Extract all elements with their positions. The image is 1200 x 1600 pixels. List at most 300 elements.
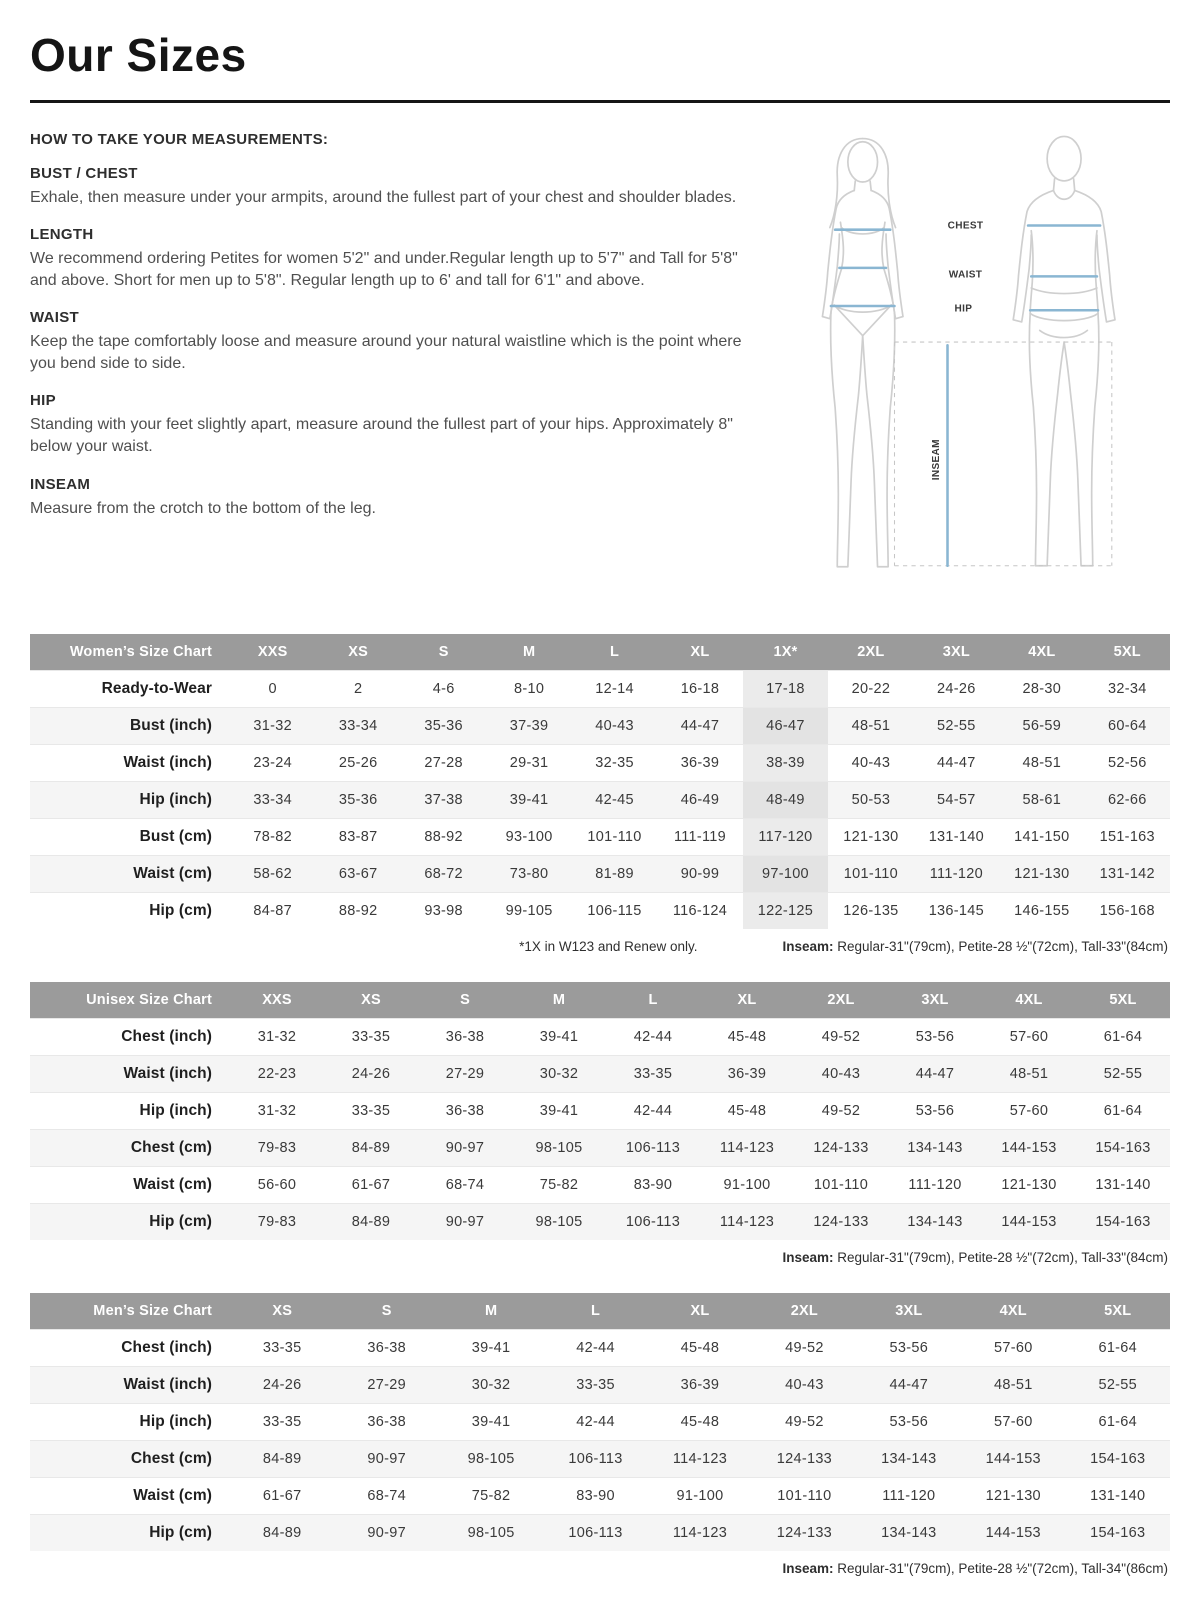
size-cell: 16-18 <box>657 671 742 708</box>
table-row <box>30 1093 1170 1130</box>
table-row <box>30 708 1170 745</box>
page-header <box>30 28 1170 103</box>
size-cell: 154-163 <box>1076 1204 1170 1241</box>
size-column-header: XL <box>700 982 794 1019</box>
size-cell: 33-35 <box>324 1093 418 1130</box>
size-cell: 124-133 <box>794 1204 888 1241</box>
size-cell: 39-41 <box>439 1404 543 1441</box>
size-cell: 46-47 <box>743 708 828 745</box>
size-cell: 42-44 <box>606 1093 700 1130</box>
size-column-header: S <box>418 982 512 1019</box>
size-column-header: 3XL <box>914 634 999 671</box>
size-cell: 50-53 <box>828 782 913 819</box>
size-cell: 35-36 <box>315 782 400 819</box>
size-column-header: 4XL <box>982 982 1076 1019</box>
size-cell: 48-51 <box>982 1056 1076 1093</box>
size-cell: 28-30 <box>999 671 1084 708</box>
size-cell: 90-97 <box>334 1515 438 1552</box>
size-cell: 121-130 <box>828 819 913 856</box>
table-row <box>30 745 1170 782</box>
size-cell: 42-45 <box>572 782 657 819</box>
footnote: Inseam: Regular-31"(79cm), Petite-28 ½"(72cm), Tall-33"(84cm) <box>782 1250 1168 1265</box>
size-cell: 40-43 <box>572 708 657 745</box>
size-cell: 101-110 <box>572 819 657 856</box>
table-row <box>30 856 1170 893</box>
row-label: Waist (cm) <box>30 856 230 893</box>
row-label: Chest (inch) <box>30 1330 230 1367</box>
size-cell: 33-34 <box>230 782 315 819</box>
instruction-title: INSEAM <box>30 475 91 493</box>
unisex-size-table <box>30 982 1170 1240</box>
size-cell: 31-32 <box>230 1093 324 1130</box>
table-title: Men’s Size Chart <box>30 1293 230 1330</box>
row-label: Chest (cm) <box>30 1441 230 1478</box>
size-cell: 36-39 <box>700 1056 794 1093</box>
size-cell: 83-90 <box>543 1478 647 1515</box>
size-cell: 90-97 <box>418 1204 512 1241</box>
size-cell: 56-60 <box>230 1167 324 1204</box>
size-column-header: L <box>543 1293 647 1330</box>
size-cell: 31-32 <box>230 708 315 745</box>
size-column-header: 3XL <box>857 1293 961 1330</box>
table-footnotes <box>30 939 1168 954</box>
size-cell: 20-22 <box>828 671 913 708</box>
size-cell: 84-87 <box>230 893 315 930</box>
size-cell: 36-38 <box>334 1330 438 1367</box>
instruction-body: Exhale, then measure under your armpits, around the fullest part of your chest and shoulder blades. <box>30 189 737 206</box>
inseam-label: INSEAM <box>931 439 943 481</box>
size-cell: 54-57 <box>914 782 999 819</box>
size-cell: 46-49 <box>657 782 742 819</box>
size-cell: 101-110 <box>828 856 913 893</box>
size-column-header: M <box>512 982 606 1019</box>
size-cell: 68-74 <box>418 1167 512 1204</box>
size-cell: 24-26 <box>324 1056 418 1093</box>
hip-label: HIP <box>954 303 973 315</box>
size-cell: 39-41 <box>512 1019 606 1056</box>
instruction-title: LENGTH <box>30 226 94 244</box>
size-cell: 68-72 <box>401 856 486 893</box>
size-cell: 124-133 <box>752 1515 856 1552</box>
size-cell: 53-56 <box>857 1330 961 1367</box>
measurement-guide <box>30 129 1170 606</box>
table-footnotes <box>30 1561 1168 1576</box>
size-column-header: 2XL <box>828 634 913 671</box>
waist-label: WAIST <box>948 269 983 281</box>
size-column-header: S <box>401 634 486 671</box>
size-column-header: 5XL <box>1085 634 1170 671</box>
size-cell: 116-124 <box>657 893 742 930</box>
size-cell: 45-48 <box>700 1019 794 1056</box>
size-cell: 106-113 <box>543 1515 647 1552</box>
size-cell: 39-41 <box>439 1330 543 1367</box>
size-cell: 114-123 <box>648 1515 752 1552</box>
size-cell: 36-38 <box>418 1093 512 1130</box>
size-cell: 136-145 <box>914 893 999 930</box>
size-cell: 144-153 <box>961 1441 1065 1478</box>
size-cell: 88-92 <box>315 893 400 930</box>
size-cell: 61-67 <box>230 1478 334 1515</box>
table-row <box>30 1515 1170 1552</box>
size-cell: 36-38 <box>418 1019 512 1056</box>
size-cell: 114-123 <box>700 1130 794 1167</box>
size-cell: 36-38 <box>334 1404 438 1441</box>
size-cell: 91-100 <box>648 1478 752 1515</box>
size-cell: 4-6 <box>401 671 486 708</box>
size-cell: 44-47 <box>657 708 742 745</box>
instruction-title: HIP <box>30 392 56 410</box>
size-cell: 42-44 <box>543 1330 647 1367</box>
size-cell: 45-48 <box>700 1093 794 1130</box>
size-cell: 37-38 <box>401 782 486 819</box>
size-cell: 48-51 <box>961 1367 1065 1404</box>
size-column-header: 5XL <box>1076 982 1170 1019</box>
size-column-header: XXS <box>230 982 324 1019</box>
table-row <box>30 1330 1170 1367</box>
size-cell: 53-56 <box>888 1019 982 1056</box>
table-row <box>30 671 1170 708</box>
size-cell: 30-32 <box>512 1056 606 1093</box>
row-label: Waist (inch) <box>30 1367 230 1404</box>
size-cell: 48-51 <box>999 745 1084 782</box>
size-cell: 49-52 <box>752 1404 856 1441</box>
size-cell: 62-66 <box>1085 782 1170 819</box>
size-cell: 38-39 <box>743 745 828 782</box>
size-cell: 68-74 <box>334 1478 438 1515</box>
size-cell: 106-113 <box>606 1204 700 1241</box>
size-cell: 27-28 <box>401 745 486 782</box>
size-cell: 45-48 <box>648 1330 752 1367</box>
size-cell: 131-140 <box>1066 1478 1171 1515</box>
size-cell: 56-59 <box>999 708 1084 745</box>
size-column-header: M <box>439 1293 543 1330</box>
size-cell: 83-90 <box>606 1167 700 1204</box>
size-cell: 124-133 <box>794 1130 888 1167</box>
instruction-body: Standing with your feet slightly apart, measure around the fullest part of your hips. Approximately 8" below your waist. <box>30 416 733 456</box>
size-cell: 52-55 <box>1076 1056 1170 1093</box>
size-cell: 36-39 <box>648 1367 752 1404</box>
size-cell: 75-82 <box>512 1167 606 1204</box>
size-cell: 61-64 <box>1076 1093 1170 1130</box>
instruction-section-hip <box>30 392 752 458</box>
size-cell: 22-23 <box>230 1056 324 1093</box>
size-cell: 33-35 <box>543 1367 647 1404</box>
row-label: Hip (inch) <box>30 782 230 819</box>
size-cell: 81-89 <box>572 856 657 893</box>
row-label: Hip (inch) <box>30 1404 230 1441</box>
instruction-body: Keep the tape comfortably loose and measure around your natural waistline which is the point where you bend side to side. <box>30 333 742 373</box>
size-cell: 42-44 <box>606 1019 700 1056</box>
size-cell: 111-119 <box>657 819 742 856</box>
table-row <box>30 893 1170 930</box>
instruction-section-inseam <box>30 476 752 520</box>
size-cell: 61-64 <box>1066 1404 1171 1441</box>
size-cell: 101-110 <box>752 1478 856 1515</box>
size-column-header: S <box>334 1293 438 1330</box>
size-column-header: L <box>572 634 657 671</box>
size-cell: 48-51 <box>828 708 913 745</box>
size-cell: 40-43 <box>828 745 913 782</box>
size-column-header: XL <box>657 634 742 671</box>
size-cell: 33-35 <box>230 1330 334 1367</box>
size-column-header: 2XL <box>752 1293 856 1330</box>
size-cell: 60-64 <box>1085 708 1170 745</box>
size-cell: 99-105 <box>486 893 571 930</box>
size-cell: 49-52 <box>752 1330 856 1367</box>
size-cell: 106-115 <box>572 893 657 930</box>
size-cell: 98-105 <box>439 1515 543 1552</box>
page-title: Our Sizes <box>30 29 247 81</box>
size-cell: 53-56 <box>888 1093 982 1130</box>
size-cell: 61-64 <box>1066 1330 1171 1367</box>
size-cell: 111-120 <box>857 1478 961 1515</box>
size-cell: 2 <box>315 671 400 708</box>
size-cell: 83-87 <box>315 819 400 856</box>
size-cell: 134-143 <box>857 1515 961 1552</box>
instruction-body: We recommend ordering Petites for women 5'2" and under.Regular length up to 5'7" and Tall for 5'8" and above. Short for men up to 5'8". Regular length up to 6' and tall for 6'1" and above. <box>30 250 738 290</box>
size-cell: 24-26 <box>914 671 999 708</box>
footnote-label: Inseam: <box>782 939 834 954</box>
size-column-header: 1X* <box>743 634 828 671</box>
size-column-header: XS <box>324 982 418 1019</box>
size-cell: 84-89 <box>230 1515 334 1552</box>
size-cell: 146-155 <box>999 893 1084 930</box>
size-cell: 154-163 <box>1076 1130 1170 1167</box>
size-column-header: 3XL <box>888 982 982 1019</box>
size-cell: 39-41 <box>486 782 571 819</box>
size-cell: 58-61 <box>999 782 1084 819</box>
size-column-header: XS <box>315 634 400 671</box>
size-cell: 32-35 <box>572 745 657 782</box>
size-cell: 58-62 <box>230 856 315 893</box>
table-footnotes <box>30 1250 1168 1265</box>
size-cell: 84-89 <box>324 1204 418 1241</box>
size-cell: 57-60 <box>961 1404 1065 1441</box>
size-cell: 98-105 <box>512 1130 606 1167</box>
row-label: Waist (cm) <box>30 1478 230 1515</box>
size-cell: 90-97 <box>334 1441 438 1478</box>
size-column-header: M <box>486 634 571 671</box>
row-label: Waist (inch) <box>30 745 230 782</box>
instruction-section-bust-chest <box>30 165 752 209</box>
size-cell: 24-26 <box>230 1367 334 1404</box>
size-cell: 126-135 <box>828 893 913 930</box>
size-cell: 53-56 <box>857 1404 961 1441</box>
title-divider <box>30 100 1170 103</box>
size-cell: 63-67 <box>315 856 400 893</box>
row-label: Hip (inch) <box>30 1093 230 1130</box>
size-tables <box>30 634 1170 1576</box>
size-cell: 40-43 <box>752 1367 856 1404</box>
size-cell: 44-47 <box>857 1367 961 1404</box>
male-figure-outline <box>1047 136 1081 181</box>
footnote-label: Inseam: <box>782 1250 834 1265</box>
instruction-title: BUST / CHEST <box>30 165 138 182</box>
size-cell: 84-89 <box>324 1130 418 1167</box>
size-cell: 97-100 <box>743 856 828 893</box>
size-cell: 121-130 <box>961 1478 1065 1515</box>
size-cell: 33-35 <box>324 1019 418 1056</box>
size-cell: 93-98 <box>401 893 486 930</box>
size-cell: 121-130 <box>999 856 1084 893</box>
size-cell: 79-83 <box>230 1204 324 1241</box>
instruction-title: WAIST <box>30 309 79 327</box>
size-cell: 48-49 <box>743 782 828 819</box>
footnote: *1X in W123 and Renew only. <box>519 939 698 954</box>
size-cell: 122-125 <box>743 893 828 930</box>
measurement-instructions <box>30 129 752 606</box>
size-cell: 57-60 <box>961 1330 1065 1367</box>
size-cell: 151-163 <box>1085 819 1170 856</box>
size-cell: 35-36 <box>401 708 486 745</box>
size-cell: 44-47 <box>888 1056 982 1093</box>
table-row <box>30 1367 1170 1404</box>
row-label: Chest (inch) <box>30 1019 230 1056</box>
size-cell: 131-140 <box>914 819 999 856</box>
table-row <box>30 1167 1170 1204</box>
size-column-header: L <box>606 982 700 1019</box>
size-column-header: 5XL <box>1066 1293 1171 1330</box>
size-cell: 131-142 <box>1085 856 1170 893</box>
table-title: Unisex Size Chart <box>30 982 230 1019</box>
row-label: Ready-to-Wear <box>30 671 230 708</box>
table-row <box>30 782 1170 819</box>
size-cell: 106-113 <box>543 1441 647 1478</box>
size-cell: 111-120 <box>914 856 999 893</box>
footnote: Inseam: Regular-31"(79cm), Petite-28 ½"(72cm), Tall-34"(86cm) <box>782 1561 1168 1576</box>
size-cell: 121-130 <box>982 1167 1076 1204</box>
size-cell: 79-83 <box>230 1130 324 1167</box>
size-cell: 90-97 <box>418 1130 512 1167</box>
size-cell: 156-168 <box>1085 893 1170 930</box>
row-label: Hip (cm) <box>30 893 230 930</box>
figures-illustration <box>778 129 1170 606</box>
table-row <box>30 1019 1170 1056</box>
size-cell: 30-32 <box>439 1367 543 1404</box>
body-measurement-diagram <box>770 129 1170 606</box>
header-row <box>30 634 1170 671</box>
size-cell: 8-10 <box>486 671 571 708</box>
size-cell: 40-43 <box>794 1056 888 1093</box>
size-cell: 42-44 <box>543 1404 647 1441</box>
table-row <box>30 1130 1170 1167</box>
size-cell: 0 <box>230 671 315 708</box>
instruction-section-length <box>30 226 752 292</box>
row-label: Chest (cm) <box>30 1130 230 1167</box>
size-cell: 124-133 <box>752 1441 856 1478</box>
size-cell: 49-52 <box>794 1019 888 1056</box>
row-label: Bust (cm) <box>30 819 230 856</box>
size-cell: 90-99 <box>657 856 742 893</box>
size-cell: 36-39 <box>657 745 742 782</box>
size-table-block-womens <box>30 634 1170 954</box>
size-cell: 141-150 <box>999 819 1084 856</box>
size-column-header: 2XL <box>794 982 888 1019</box>
size-cell: 57-60 <box>982 1019 1076 1056</box>
row-label: Bust (inch) <box>30 708 230 745</box>
size-column-header: 4XL <box>999 634 1084 671</box>
footnote: Inseam: Regular-31"(79cm), Petite-28 ½"(72cm), Tall-33"(84cm) <box>782 939 1168 954</box>
size-cell: 134-143 <box>888 1204 982 1241</box>
size-cell: 144-153 <box>961 1515 1065 1552</box>
size-cell: 154-163 <box>1066 1441 1171 1478</box>
size-column-header: 4XL <box>961 1293 1065 1330</box>
size-cell: 17-18 <box>743 671 828 708</box>
size-cell: 131-140 <box>1076 1167 1170 1204</box>
size-cell: 33-35 <box>230 1404 334 1441</box>
table-row <box>30 819 1170 856</box>
row-label: Hip (cm) <box>30 1204 230 1241</box>
size-cell: 39-41 <box>512 1093 606 1130</box>
size-cell: 84-89 <box>230 1441 334 1478</box>
size-cell: 101-110 <box>794 1167 888 1204</box>
size-cell: 45-48 <box>648 1404 752 1441</box>
mens-size-table <box>30 1293 1170 1551</box>
size-table-block-mens <box>30 1293 1170 1576</box>
size-column-header: XXS <box>230 634 315 671</box>
size-cell: 52-55 <box>1066 1367 1171 1404</box>
size-cell: 75-82 <box>439 1478 543 1515</box>
size-cell: 49-52 <box>794 1093 888 1130</box>
size-cell: 117-120 <box>743 819 828 856</box>
header-row <box>30 982 1170 1019</box>
table-row <box>30 1204 1170 1241</box>
size-cell: 114-123 <box>648 1441 752 1478</box>
row-label: Waist (cm) <box>30 1167 230 1204</box>
size-cell: 52-56 <box>1085 745 1170 782</box>
size-cell: 61-67 <box>324 1167 418 1204</box>
table-row <box>30 1478 1170 1515</box>
size-cell: 114-123 <box>700 1204 794 1241</box>
size-cell: 33-35 <box>606 1056 700 1093</box>
size-cell: 106-113 <box>606 1130 700 1167</box>
instructions-heading: HOW TO TAKE YOUR MEASUREMENTS: <box>30 131 329 148</box>
size-cell: 31-32 <box>230 1019 324 1056</box>
size-cell: 98-105 <box>439 1441 543 1478</box>
size-cell: 23-24 <box>230 745 315 782</box>
size-cell: 27-29 <box>418 1056 512 1093</box>
size-cell: 29-31 <box>486 745 571 782</box>
size-cell: 98-105 <box>512 1204 606 1241</box>
chest-label: CHEST <box>947 220 984 232</box>
size-cell: 44-47 <box>914 745 999 782</box>
size-cell: 61-64 <box>1076 1019 1170 1056</box>
size-cell: 111-120 <box>888 1167 982 1204</box>
row-label: Hip (cm) <box>30 1515 230 1552</box>
size-cell: 27-29 <box>334 1367 438 1404</box>
size-cell: 37-39 <box>486 708 571 745</box>
size-cell: 57-60 <box>982 1093 1076 1130</box>
size-cell: 91-100 <box>700 1167 794 1204</box>
table-row <box>30 1404 1170 1441</box>
size-cell: 33-34 <box>315 708 400 745</box>
size-cell: 32-34 <box>1085 671 1170 708</box>
size-column-header: XS <box>230 1293 334 1330</box>
size-cell: 12-14 <box>572 671 657 708</box>
size-cell: 25-26 <box>315 745 400 782</box>
row-label: Waist (inch) <box>30 1056 230 1093</box>
table-row <box>30 1056 1170 1093</box>
instruction-section-waist <box>30 309 752 375</box>
footnote-label: Inseam: <box>782 1561 834 1576</box>
size-cell: 88-92 <box>401 819 486 856</box>
table-title: Women’s Size Chart <box>30 634 230 671</box>
size-table-block-unisex <box>30 982 1170 1265</box>
womens-size-table <box>30 634 1170 929</box>
size-cell: 52-55 <box>914 708 999 745</box>
size-column-header: XL <box>648 1293 752 1330</box>
size-cell: 134-143 <box>857 1441 961 1478</box>
